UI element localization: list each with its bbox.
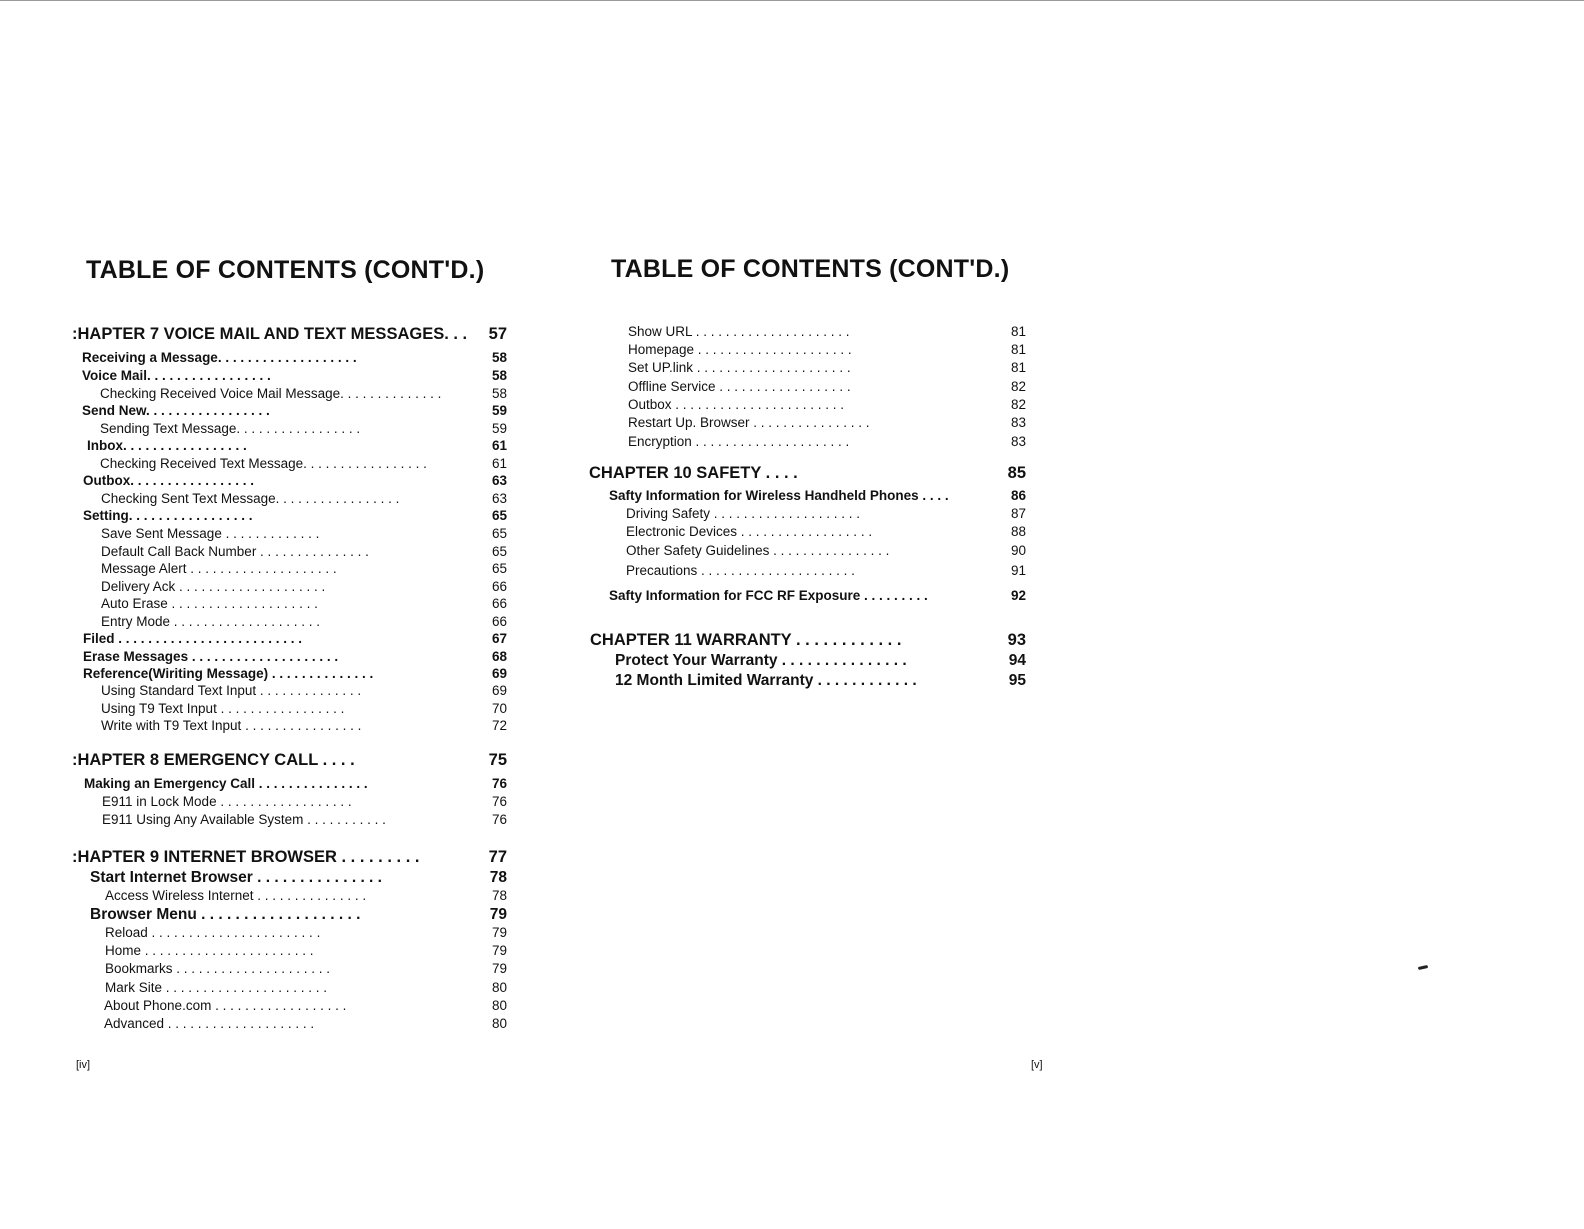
toc-entry-page-number: 91 bbox=[1010, 563, 1026, 578]
toc-entry-title: Driving Safety . . . . . . . . . . . . . . . . . . . . bbox=[626, 506, 861, 521]
toc-entry-title: Offline Service . . . . . . . . . . . . . . . . . . bbox=[628, 379, 851, 394]
toc-entry-title: Write with T9 Text Input . . . . . . . . . . . . . . . . bbox=[101, 718, 362, 733]
toc-entry-title: Using T9 Text Input . . . . . . . . . . . . . . . . . bbox=[101, 701, 345, 716]
toc-entry-title: Erase Messages . . . . . . . . . . . . . . . . . . . . bbox=[83, 649, 339, 664]
toc-entry-title: Auto Erase . . . . . . . . . . . . . . . . . . . . bbox=[101, 596, 318, 611]
toc-entry-page-number: 79 bbox=[491, 943, 507, 958]
toc-entry-title: :HAPTER 9 INTERNET BROWSER . . . . . . . . . bbox=[72, 848, 420, 866]
toc-entry-page-number: 95 bbox=[1008, 672, 1026, 689]
toc-entry-title: Message Alert . . . . . . . . . . . . . . . . . . . . bbox=[101, 561, 337, 576]
toc-entry-page-number: 65 bbox=[491, 544, 507, 559]
toc-entry-title: E911 in Lock Mode . . . . . . . . . . . . . . . . . . bbox=[102, 794, 352, 809]
toc-entry-page-number: 76 bbox=[491, 794, 507, 809]
toc-entry-title: Sending Text Message. . . . . . . . . . . . . . . . . bbox=[100, 421, 361, 436]
toc-entry-title: Receiving a Message. . . . . . . . . . . . . . . . . . . bbox=[82, 350, 357, 365]
toc-entry-page-number: 94 bbox=[1008, 652, 1026, 669]
toc-entry-title: Making an Emergency Call . . . . . . . . . . . . . . . bbox=[84, 776, 368, 791]
toc-entry-title: Electronic Devices . . . . . . . . . . . . . . . . . . bbox=[626, 524, 873, 539]
toc-entry-title: Safty Information for FCC RF Exposure . . . . . . . . . bbox=[609, 588, 928, 603]
toc-entry-title: Save Sent Message . . . . . . . . . . . . . bbox=[101, 526, 320, 541]
top-border bbox=[0, 0, 1584, 1]
toc-entry-page-number: 70 bbox=[491, 701, 507, 716]
toc-entry-page-number: 69 bbox=[491, 666, 507, 681]
toc-entry-title: CHAPTER 11 WARRANTY . . . . . . . . . . . . bbox=[590, 631, 902, 649]
toc-entry-page-number: 93 bbox=[1007, 631, 1026, 649]
toc-entry-page-number: 88 bbox=[1010, 524, 1026, 539]
toc-entry-page-number: 80 bbox=[491, 980, 507, 995]
toc-entry-title: Outbox. . . . . . . . . . . . . . . . . bbox=[83, 473, 255, 488]
toc-entry-page-number: 76 bbox=[491, 776, 507, 791]
toc-entry-title: Access Wireless Internet . . . . . . . . . . . . . . . bbox=[105, 888, 367, 903]
toc-entry-page-number: 68 bbox=[491, 649, 507, 664]
toc-entry-page-number: 58 bbox=[491, 368, 507, 383]
toc-entry-title: Other Safety Guidelines . . . . . . . . . . . . . . . . bbox=[626, 543, 890, 558]
toc-entry-title: Homepage . . . . . . . . . . . . . . . . . . . . . bbox=[628, 342, 852, 357]
toc-entry-title: Checking Received Text Message. . . . . . . . . . . . . . . . . bbox=[100, 456, 427, 471]
toc-entry-page-number: 83 bbox=[1010, 434, 1026, 449]
toc-entry-title: Safty Information for Wireless Handheld Phones . . . . bbox=[609, 488, 949, 503]
toc-entry-page-number: 61 bbox=[491, 438, 507, 453]
toc-entry-page-number: 76 bbox=[491, 812, 507, 827]
toc-entry-page-number: 80 bbox=[491, 998, 507, 1013]
toc-entry-page-number: 79 bbox=[489, 906, 507, 923]
toc-entry-page-number: 57 bbox=[488, 325, 507, 343]
toc-entry-page-number: 67 bbox=[491, 631, 507, 646]
toc-entry-title: Start Internet Browser . . . . . . . . . . . . . . . bbox=[90, 869, 382, 886]
toc-entry-title: 12 Month Limited Warranty . . . . . . . . . . . . bbox=[615, 672, 917, 689]
toc-entry-page-number: 58 bbox=[491, 386, 507, 401]
toc-entry-title: Delivery Ack . . . . . . . . . . . . . . . . . . . . bbox=[101, 579, 326, 594]
toc-entry-page-number: 63 bbox=[491, 491, 507, 506]
toc-entry-title: Outbox . . . . . . . . . . . . . . . . . . . . . . . bbox=[628, 397, 845, 412]
toc-entry-title: Inbox. . . . . . . . . . . . . . . . . bbox=[87, 438, 247, 453]
toc-entry-title: Checking Sent Text Message. . . . . . . . . . . . . . . . . bbox=[101, 491, 400, 506]
toc-entry-title: About Phone.com . . . . . . . . . . . . . . . . . . bbox=[104, 998, 347, 1013]
right-page-number: [v] bbox=[1031, 1059, 1043, 1071]
toc-entry-page-number: 83 bbox=[1010, 415, 1026, 430]
toc-entry-page-number: 78 bbox=[489, 869, 507, 886]
toc-entry-title: Browser Menu . . . . . . . . . . . . . . . . . . . bbox=[90, 906, 361, 923]
toc-entry-page-number: 66 bbox=[491, 614, 507, 629]
toc-entry-page-number: 58 bbox=[491, 350, 507, 365]
toc-entry-title: Precautions . . . . . . . . . . . . . . . . . . . . . bbox=[626, 563, 855, 578]
toc-entry-page-number: 65 bbox=[491, 508, 507, 523]
toc-entry-title: Set UP.link . . . . . . . . . . . . . . . . . . . . . bbox=[628, 360, 851, 375]
toc-entry-title: :HAPTER 7 VOICE MAIL AND TEXT MESSAGES. . . bbox=[72, 325, 468, 343]
toc-entry-title: CHAPTER 10 SAFETY . . . . bbox=[589, 464, 798, 482]
toc-entry-title: Reference(Wiriting Message) . . . . . . . . . . . . . . bbox=[83, 666, 374, 681]
toc-entry-page-number: 65 bbox=[491, 526, 507, 541]
right-page-title: TABLE OF CONTENTS (CONT'D.) bbox=[611, 255, 1010, 283]
toc-entry-title: Entry Mode . . . . . . . . . . . . . . . . . . . . bbox=[101, 614, 321, 629]
toc-entry-page-number: 77 bbox=[488, 848, 507, 866]
toc-entry-page-number: 82 bbox=[1010, 397, 1026, 412]
toc-entry-title: Bookmarks . . . . . . . . . . . . . . . . . . . . . bbox=[105, 961, 331, 976]
toc-entry-page-number: 66 bbox=[491, 596, 507, 611]
toc-entry-title: Setting. . . . . . . . . . . . . . . . . bbox=[83, 508, 253, 523]
toc-entry-page-number: 79 bbox=[491, 925, 507, 940]
toc-entry-title: Restart Up. Browser . . . . . . . . . . . . . . . . bbox=[628, 415, 870, 430]
toc-entry-page-number: 87 bbox=[1010, 506, 1026, 521]
toc-entry-title: Voice Mail. . . . . . . . . . . . . . . . . bbox=[82, 368, 271, 383]
toc-entry-page-number: 81 bbox=[1010, 342, 1026, 357]
toc-entry-page-number: 59 bbox=[491, 403, 507, 418]
toc-entry-title: Send New. . . . . . . . . . . . . . . . . bbox=[82, 403, 270, 418]
toc-entry-title: Default Call Back Number . . . . . . . . . . . . . . . bbox=[101, 544, 369, 559]
toc-entry-page-number: 65 bbox=[491, 561, 507, 576]
toc-entry-page-number: 85 bbox=[1007, 464, 1026, 482]
toc-entry-page-number: 66 bbox=[491, 579, 507, 594]
toc-entry-page-number: 72 bbox=[491, 718, 507, 733]
toc-entry-title: Encryption . . . . . . . . . . . . . . . . . . . . . bbox=[628, 434, 850, 449]
toc-entry-page-number: 61 bbox=[491, 456, 507, 471]
toc-entry-page-number: 63 bbox=[491, 473, 507, 488]
toc-entry-title: Checking Received Voice Mail Message. . . . . . . . . . . . . . bbox=[100, 386, 442, 401]
toc-entry-title: Protect Your Warranty . . . . . . . . . . . . . . . bbox=[615, 652, 907, 669]
toc-entry-title: :HAPTER 8 EMERGENCY CALL . . . . bbox=[72, 751, 355, 769]
toc-entry-title: Mark Site . . . . . . . . . . . . . . . . . . . . . . bbox=[105, 980, 328, 995]
toc-entry-title: Show URL . . . . . . . . . . . . . . . . . . . . . bbox=[628, 324, 850, 339]
toc-entry-title: Home . . . . . . . . . . . . . . . . . . . . . . . bbox=[105, 943, 314, 958]
toc-entry-title: Reload . . . . . . . . . . . . . . . . . . . . . . . bbox=[105, 925, 321, 940]
toc-entry-page-number: 69 bbox=[491, 683, 507, 698]
toc-entry-page-number: 82 bbox=[1010, 379, 1026, 394]
toc-entry-page-number: 92 bbox=[1010, 588, 1026, 603]
toc-entry-title: Filed . . . . . . . . . . . . . . . . . . . . . . . . . bbox=[83, 631, 303, 646]
toc-entry-page-number: 81 bbox=[1010, 324, 1026, 339]
toc-entry-page-number: 79 bbox=[491, 961, 507, 976]
toc-entry-page-number: 90 bbox=[1010, 543, 1026, 558]
toc-entry-page-number: 80 bbox=[491, 1016, 507, 1031]
toc-entry-page-number: 59 bbox=[491, 421, 507, 436]
toc-entry-title: Using Standard Text Input . . . . . . . . . . . . . . bbox=[101, 683, 362, 698]
toc-entry-page-number: 78 bbox=[491, 888, 507, 903]
left-page-title: TABLE OF CONTENTS (CONT'D.) bbox=[86, 256, 485, 284]
toc-entry-page-number: 81 bbox=[1010, 360, 1026, 375]
toc-entry-title: Advanced . . . . . . . . . . . . . . . . . . . . bbox=[104, 1016, 315, 1031]
toc-entry-page-number: 86 bbox=[1010, 488, 1026, 503]
scan-speck bbox=[1418, 965, 1428, 970]
left-page-number: [iv] bbox=[76, 1059, 91, 1071]
toc-entry-title: E911 Using Any Available System . . . . . . . . . . . bbox=[102, 812, 386, 827]
toc-entry-page-number: 75 bbox=[488, 751, 507, 769]
